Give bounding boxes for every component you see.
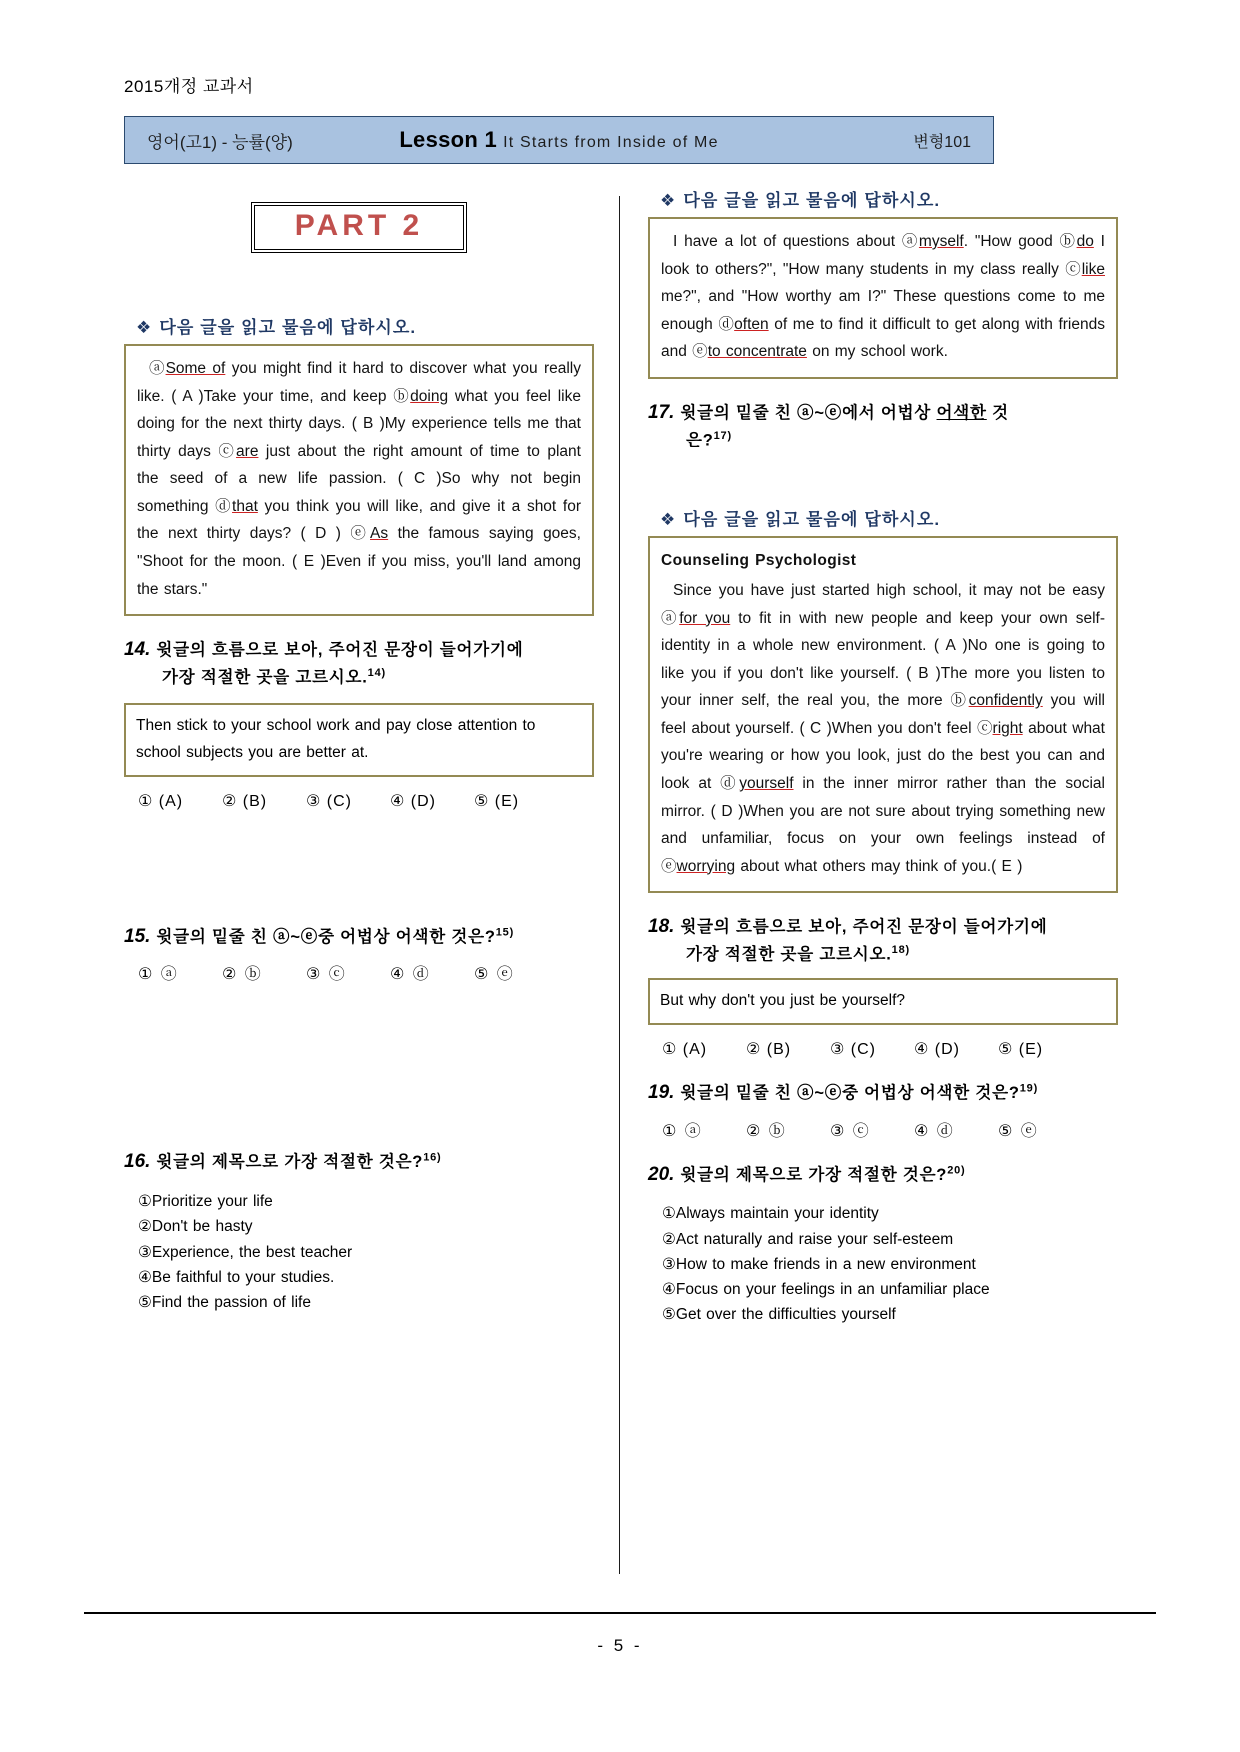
question-16	[124, 1148, 594, 1314]
passage-heading: Counseling Psychologist	[661, 552, 857, 570]
choice-5[interactable]: ⑤Get over the difficulties yourself	[662, 1305, 896, 1323]
choice-1[interactable]: ①Always maintain your identity	[662, 1205, 879, 1223]
question-18-choices[interactable]	[648, 1039, 1118, 1059]
given-sentence-text: Then stick to your school work and pay close attention to school subjects you are better at.	[136, 716, 536, 761]
question-19-text-a: 윗글의 밑줄 친	[680, 1083, 798, 1102]
choice-1[interactable]: ① (A)	[662, 1040, 708, 1058]
question-20-sup: 20)	[947, 1164, 966, 1177]
directive-text: 다음 글을 읽고 물음에 답하시오.	[683, 191, 941, 210]
part-label: PART 2	[294, 209, 424, 242]
question-15-sup: 15)	[495, 926, 515, 939]
question-16-text: 윗글의 제목으로 가장 적절한 것은?	[156, 1153, 424, 1172]
choice-3[interactable]: ③ (C)	[830, 1040, 876, 1058]
choice-2[interactable]: ② ⓑ	[222, 966, 263, 984]
question-14-sup: 14)	[367, 667, 386, 680]
question-18-line1: 윗글의 흐름으로 보아, 주어진 문장이 들어가기에	[680, 918, 1048, 937]
passage-text: ⓐSome of you might find it hard to discover what you really like. ( A )Take your time, and keep ⓑdoing what you feel like doing for the next thirty days. ( B )My experience tells me that thirty days ⓒare just about the right amount of time to plant the seed of a new life passion. ( C )So why not begin something ⓓthat you think you will like, and give it a shot for the next thirty days? ( D ) ⓔAs the famous saying goes, "Shoot for the moon. ( E )Even if you miss, you'll land among the stars."	[137, 360, 581, 598]
choice-5[interactable]: ⑤ ⓔ	[474, 966, 515, 984]
question-15	[124, 923, 594, 985]
choice-1[interactable]: ① ⓐ	[662, 1122, 703, 1140]
question-19-number: 19.	[648, 1081, 675, 1103]
header-lesson-number: Lesson 1	[399, 127, 498, 152]
choice-3[interactable]: ③ (C)	[306, 792, 352, 810]
question-16-sup: 16)	[423, 1151, 442, 1164]
question-20-text: 윗글의 제목으로 가장 적절한 것은?	[680, 1165, 948, 1184]
choice-2[interactable]: ② (B)	[746, 1040, 792, 1058]
question-15-choices[interactable]	[124, 961, 594, 984]
question-14-choices[interactable]	[124, 791, 594, 811]
question-19-choices[interactable]	[648, 1118, 1118, 1141]
column-divider	[619, 196, 620, 1574]
question-17-number: 17.	[648, 401, 675, 423]
choice-5[interactable]: ⑤ (E)	[998, 1040, 1044, 1058]
question-15-text-c: 중 어법상 어색한 것은?	[318, 927, 496, 946]
question-15-number: 15.	[124, 925, 151, 947]
question-17-text-c: 에서 어법상	[842, 403, 937, 422]
passage-box-right-1	[648, 217, 1118, 379]
question-16-head	[124, 1148, 594, 1177]
choice-3[interactable]: ③ ⓒ	[306, 966, 347, 984]
question-18-line2-text: 가장 적절한 곳을 고르시오.	[686, 945, 892, 964]
question-20-number: 20.	[648, 1163, 675, 1185]
choice-4[interactable]: ④Be faithful to your studies.	[138, 1268, 335, 1286]
question-19-range: ⓐ~ⓔ	[797, 1083, 843, 1102]
page-number: - 5 -	[597, 1636, 643, 1655]
choice-5[interactable]: ⑤ (E)	[474, 792, 520, 810]
header-subject: 영어(고1) - 능률(양)	[147, 132, 293, 152]
question-14-line1: 윗글의 흐름으로 보아, 주어진 문장이 들어가기에	[156, 641, 524, 660]
choice-2[interactable]: ②Don't be hasty	[138, 1218, 253, 1236]
question-18-head	[648, 913, 1118, 967]
choice-1[interactable]: ① (A)	[138, 792, 184, 810]
header-lesson-title: It Starts from Inside of Me	[503, 134, 719, 151]
directive-left-1	[136, 313, 594, 338]
passage-box-right-2	[648, 536, 1118, 893]
choice-4[interactable]: ④Focus on your feelings in an unfamiliar place	[662, 1280, 990, 1298]
choice-2[interactable]: ② ⓑ	[746, 1122, 787, 1140]
question-18-given-sentence-box	[648, 978, 1118, 1025]
question-20-head	[648, 1161, 1118, 1190]
directive-right-1	[660, 186, 1118, 211]
question-19-head	[648, 1079, 1118, 1108]
choice-5[interactable]: ⑤ ⓔ	[998, 1122, 1039, 1140]
question-14	[124, 636, 594, 810]
spacer	[648, 453, 1118, 505]
question-17-emphasis: 어색한	[936, 403, 987, 422]
question-14-head	[124, 636, 594, 690]
question-14-number: 14.	[124, 639, 151, 661]
passage-text: I have a lot of questions about ⓐmyself. "How good ⓑdo I look to others?", "How many students in my class really ⓒlike me?", and "How worthy am I?" These questions come to me enough ⓓoften of me to find it difficult to get along with friends and ⓔto concentrate on my school work.	[661, 233, 1105, 361]
question-18	[648, 913, 1118, 1058]
question-17-line2-text: 은?	[686, 431, 714, 450]
header-bar	[124, 116, 994, 164]
header-lesson-block	[125, 127, 993, 153]
question-17-sup: 17)	[713, 429, 732, 442]
question-20-choices[interactable]	[648, 1201, 1118, 1327]
spacer	[124, 984, 594, 1076]
choice-5[interactable]: ⑤Find the passion of life	[138, 1293, 311, 1311]
choice-1[interactable]: ① ⓐ	[138, 966, 179, 984]
header-variant-code: 변형101	[913, 133, 971, 151]
diamond-bullet-icon: ❖	[660, 191, 677, 210]
question-20	[648, 1161, 1118, 1327]
question-15-head	[124, 923, 594, 952]
spacer	[124, 811, 594, 903]
footer-rule	[84, 1612, 1156, 1614]
choice-4[interactable]: ④ (D)	[390, 792, 436, 810]
choice-4[interactable]: ④ (D)	[914, 1040, 960, 1058]
passage-text: Since you have just started high school, it may not be easy ⓐfor you to fit in with new people and keep your own self-identity in a whole new environment. ( A )No one is going to like you if you don't like yourself. ( B )The more you listen to your inner self, the real you, the more ⓑconfidently you will feel about yourself. ( C )When you don't feel ⓒright about what you're wearing or how you look, just do the best you can and look at ⓓyourself in the inner mirror rather than the social mirror. ( D )When you are not sure about trying something new and unfamiliar, focus on your own feelings instead of ⓔworrying about what others may think of you.( E )	[661, 581, 1105, 875]
spacer	[124, 1076, 594, 1128]
choice-4[interactable]: ④ ⓓ	[390, 966, 431, 984]
question-14-line2-text: 가장 적절한 곳을 고르시오.	[162, 668, 368, 687]
question-18-sup: 18)	[891, 944, 910, 957]
document-kind-label: 2015개정 교과서	[124, 77, 254, 96]
question-14-line2	[124, 665, 594, 691]
question-16-number: 16.	[124, 1151, 151, 1173]
choice-4[interactable]: ④ ⓓ	[914, 1122, 955, 1140]
choice-3[interactable]: ③ ⓒ	[830, 1122, 871, 1140]
directive-right-2	[660, 505, 1118, 530]
choice-3[interactable]: ③How to make friends in a new environment	[662, 1255, 976, 1273]
question-17-text-e: 것	[986, 403, 1009, 422]
question-15-text-a: 윗글의 밑줄 친	[156, 927, 274, 946]
question-18-number: 18.	[648, 916, 675, 938]
given-sentence-text: But why don't you just be yourself?	[660, 991, 906, 1009]
question-19-text-c: 중 어법상 어색한 것은?	[842, 1083, 1020, 1102]
part-banner	[124, 202, 594, 253]
directive-text: 다음 글을 읽고 물음에 답하시오.	[683, 510, 941, 530]
question-17-line2	[648, 428, 1118, 454]
right-column	[648, 186, 1118, 1327]
question-19-sup: 19)	[1019, 1082, 1039, 1095]
diamond-bullet-icon: ❖	[136, 318, 153, 337]
question-15-range: ⓐ~ⓔ	[273, 927, 319, 946]
question-17-text-a: 윗글의 밑줄 친	[680, 403, 798, 422]
question-17	[648, 399, 1118, 453]
question-18-line2	[648, 942, 1118, 968]
question-17-range: ⓐ~ⓔ	[797, 403, 843, 422]
choice-2[interactable]: ②Act naturally and raise your self-esteem	[662, 1230, 954, 1248]
question-14-given-sentence-box	[124, 703, 594, 777]
choice-2[interactable]: ② (B)	[222, 792, 268, 810]
left-column	[124, 186, 594, 1315]
question-19	[648, 1079, 1118, 1141]
diamond-bullet-icon: ❖	[660, 510, 677, 530]
directive-text: 다음 글을 읽고 물음에 답하시오.	[159, 318, 417, 337]
choice-3[interactable]: ③Experience, the best teacher	[138, 1243, 353, 1261]
passage-box-left-1	[124, 344, 594, 616]
choice-1[interactable]: ①Prioritize your life	[138, 1193, 273, 1211]
question-16-choices[interactable]	[124, 1189, 594, 1315]
question-17-head	[648, 399, 1118, 453]
